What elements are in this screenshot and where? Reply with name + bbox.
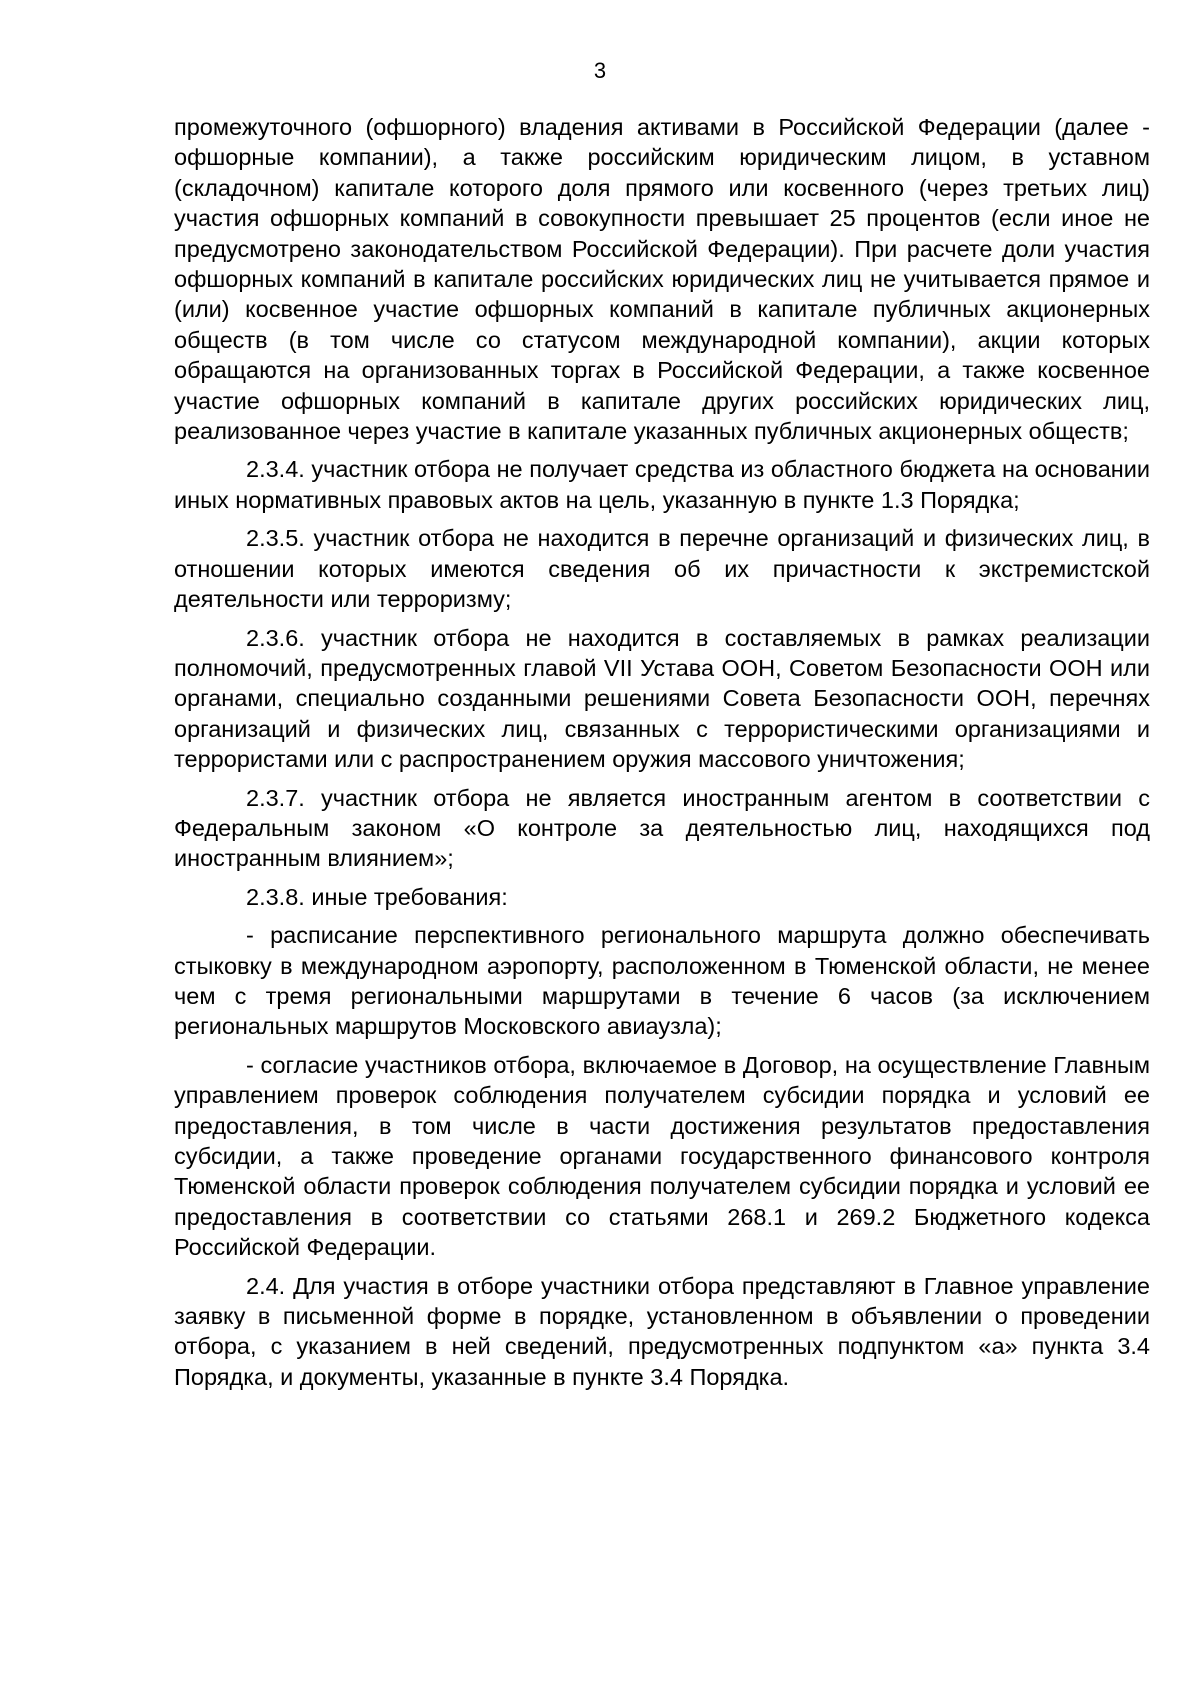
paragraph-2-3-5: 2.3.5. участник отбора не находится в перечне организаций и физических лиц, в отношении которых имеются сведения об их причастности к экстремистской деятельности или терроризму; <box>174 525 1150 613</box>
paragraph-2-3-7: 2.3.7. участник отбора не является иностранным агентом в соответствии с Федеральным законом «О контроле за деятельностью лиц, находящихся под иностранным влиянием»; <box>174 784 1150 872</box>
paragraph-2-4: 2.4. Для участия в отборе участники отбора представляют в Главное управление заявку в письменной форме в порядке, установленном в объявлении о проведении отбора, с указанием в ней сведений, предусмотренных подпунктом «а» пункта 3.4 Порядка, и документы, указанные в пункте 3.4 Порядка. <box>174 1272 1150 1390</box>
document-body <box>174 112 1150 1400</box>
paragraph-requirement-consent: - согласие участников отбора, включаемое в Договор, на осуществление Главным управлением проверок соблюдения получателем субсидии порядка и условий ее предоставления, в том числе в части достижения результатов предоставления субсидии, а также проведение органами государственного финансового контроля Тюменской области проверок соблюдения получателем субсидии порядка и условий ее предоставления в соответствии со статьями 268.1 и 269.2 Бюджетного кодекса Российской Федерации. <box>174 1051 1150 1261</box>
paragraph-2-3-4: 2.3.4. участник отбора не получает средства из областного бюджета на основании иных нормативных правовых актов на цель, указанную в пункте 1.3 Порядка; <box>174 456 1150 513</box>
page-number: 3 <box>593 58 607 83</box>
paragraph-2-3-6: 2.3.6. участник отбора не находится в составляемых в рамках реализации полномочий, предусмотренных главой VII Устава ООН, Советом Безопасности ООН или органами, специально созданными решениями Совета Безопасности ООН, перечнях организаций и физических лиц, связанных с террористическими организациями и террористами или с распространением оружия массового уничтожения; <box>174 624 1150 773</box>
paragraph-offshore-continuation: промежуточного (офшорного) владения активами в Российской Федерации (далее - офшорные компании), а также российским юридическим лицом, в уставном (складочном) капитале которого доля прямого или косвенного (через третьих лиц) участия офшорных компаний в совокупности превышает 25 процентов (если иное не предусмотрено законодательством Российской Федерации). При расчете доли участия офшорных компаний в капитале российских юридических лиц не учитывается прямое и (или) косвенное участие офшорных компаний в капитале публичных акционерных обществ (в том числе со статусом международной компании), акции которых обращаются на организованных торгах в Российской Федерации, а также косвенное участие офшорных компаний в капитале других российских юридических лиц, реализованное через участие в капитале указанных публичных акционерных обществ; <box>174 114 1150 445</box>
paragraph-2-3-8: 2.3.8. иные требования: <box>246 883 508 910</box>
paragraph-requirement-schedule: - расписание перспективного регионального маршрута должно обеспечивать стыковку в международном аэропорту, расположенном в Тюменской области, не менее чем с тремя региональными маршрутами в течение 6 часов (за исключением региональных маршрутов Московского авиаузла); <box>174 922 1150 1040</box>
